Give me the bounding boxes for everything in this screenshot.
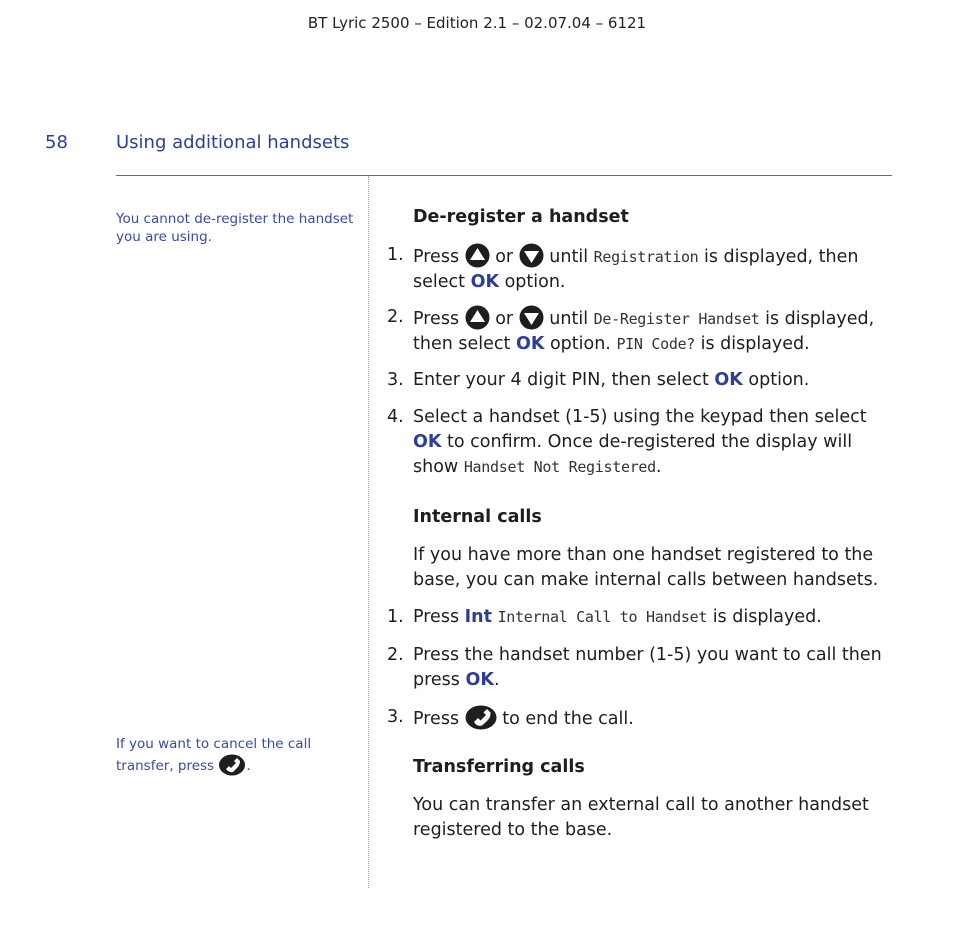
deregister-step-4 xyxy=(387,405,897,480)
step-text: is displayed, then select xyxy=(413,309,875,354)
step-number: 2. xyxy=(387,307,404,327)
step-text: option. xyxy=(748,370,810,390)
up-arrow-key-icon xyxy=(465,305,490,330)
lcd-text: Internal Call to Handset xyxy=(497,608,708,626)
edition-line: BT Lyric 2500 – Edition 2.1 – 02.07.04 – 6121 xyxy=(307,14,647,32)
ok-key: OK xyxy=(465,670,494,690)
step-text: . xyxy=(493,670,500,690)
internal-step-1 xyxy=(387,605,897,630)
deregister-heading-block xyxy=(387,205,897,230)
step-text: is displayed. xyxy=(700,334,810,354)
step-text: is displayed, then select xyxy=(413,247,859,292)
internal-step-3 xyxy=(387,705,897,732)
transfer-heading-block xyxy=(387,755,897,780)
note-cancel-text: If you want to cancel the call transfer, press xyxy=(116,736,312,774)
internal-heading: Internal calls xyxy=(413,507,542,527)
internal-intro-block xyxy=(387,543,897,593)
step-number: 1. xyxy=(387,607,404,627)
transfer-intro: You can transfer an external call to another handset registered to the base. xyxy=(413,795,869,840)
note-deregister: You cannot de-register the handset you are using. xyxy=(116,211,354,245)
internal-intro: If you have more than one handset registered to the base, you can make internal calls between handsets. xyxy=(413,545,879,590)
deregister-step-2 xyxy=(387,305,897,357)
step-text: option. xyxy=(504,272,566,292)
section-title: Using additional handsets xyxy=(116,132,350,153)
deregister-heading: De-register a handset xyxy=(413,207,629,227)
lcd-text: Handset Not Registered xyxy=(463,458,656,476)
up-arrow-key-icon xyxy=(465,243,490,268)
step-text: Enter your 4 digit PIN, then select xyxy=(413,370,709,390)
step-text: is displayed. xyxy=(712,607,822,627)
lcd-text: Registration xyxy=(593,248,699,266)
down-arrow-key-icon xyxy=(519,305,544,330)
step-text: option. xyxy=(549,334,611,354)
down-arrow-key-icon xyxy=(519,243,544,268)
int-key: Int xyxy=(464,607,492,627)
step-text: . xyxy=(655,457,662,477)
step-text: Press xyxy=(413,607,460,627)
note-cancel-transfer xyxy=(116,735,361,777)
step-number: 2. xyxy=(387,645,404,665)
step-text: until xyxy=(549,309,589,329)
ok-key: OK xyxy=(515,334,545,354)
step-text: or xyxy=(495,309,514,329)
transfer-heading: Transferring calls xyxy=(413,757,585,777)
transfer-intro-block xyxy=(387,793,897,843)
ok-key: OK xyxy=(413,432,442,452)
step-text: until xyxy=(549,247,589,267)
lcd-text: De-Register Handset xyxy=(593,310,760,328)
ok-key: OK xyxy=(714,370,743,390)
note-cancel-period: . xyxy=(246,758,251,774)
step-text: Press xyxy=(413,309,460,329)
step-text: to confirm. Once de-registered the display will show xyxy=(413,432,853,477)
deregister-step-3 xyxy=(387,368,897,393)
step-number: 3. xyxy=(387,370,404,390)
internal-heading-block xyxy=(387,505,897,530)
column-divider xyxy=(368,176,369,888)
step-number: 4. xyxy=(387,407,404,427)
ok-key: OK xyxy=(470,272,500,292)
step-text: or xyxy=(495,247,514,267)
step-text: Press the handset number (1-5) you want to call then press xyxy=(413,645,882,690)
lcd-text: PIN Code? xyxy=(616,335,696,353)
step-text: Select a handset (1-5) using the keypad then select xyxy=(413,407,867,427)
step-text: to end the call. xyxy=(502,709,634,729)
end-call-key-icon xyxy=(465,705,497,730)
step-text: Press xyxy=(413,247,460,267)
header-rule xyxy=(116,175,892,176)
step-number: 3. xyxy=(387,707,404,727)
deregister-step-1 xyxy=(387,243,897,295)
step-number: 1. xyxy=(387,245,404,265)
internal-step-2 xyxy=(387,643,897,693)
page-number: 58 xyxy=(45,132,68,153)
step-text: Press xyxy=(413,709,460,729)
end-call-key-icon xyxy=(218,753,246,777)
